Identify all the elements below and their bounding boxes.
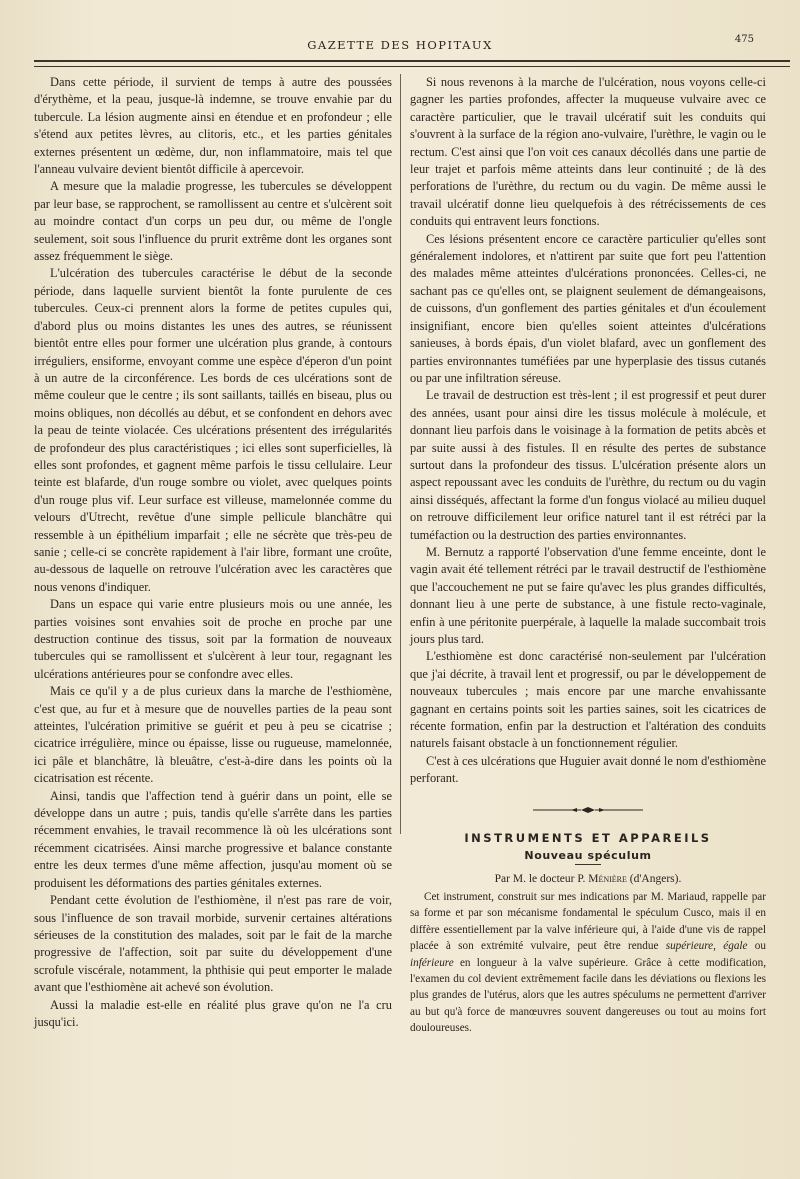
- header-double-rule: [34, 60, 790, 67]
- byline-suffix: (d'Angers).: [626, 873, 682, 886]
- article-text-part: en longueur à la valve supérieure. Grâce à cette modification, l'examen du col devient extrêmement facile dans les déviations ou flexions les plus grandes de l'utérus, alors que les autres spéculums ne permettent d'arriver au but qu'à force de manœuvres souvent dangereuses ou tout au moins fort douloureuses.: [410, 956, 766, 1035]
- left-column: [34, 74, 392, 1031]
- paragraph: Pendant cette évolution de l'esthiomène, il n'est pas rare de voir, sous l'influence de son travail morbide, survenir certaines altérations sérieuses de la constitution des malades, soit par le fait de la marche progressive de l'affection, soit par suite du développement d'une scrofule viscérale, notamment, la phthisie qui peut emporter le malade avant que l'esthiomène ait achevé son évolution.: [34, 893, 392, 995]
- paragraph: L'ulcération des tubercules caractérise le début de la seconde période, dans laquelle survient bientôt la fonte purulente de ces tubercules. Ceux-ci prennent alors la forme de petites cupules qui, d'abord plus ou moins distantes les unes des autres, se réunissent bientôt entre elles pour former une ulcération plus grande, à contours irréguliers, ensiforme, envoyant comme une espèce d'éperon d'un point à un autre de la circonférence. Les bords de ces ulcérations sont de même couleur que le centre ; ils sont saillants, taillés en biseau, plus ou moins obliques, non décollés au début, et se confondent en dehors avec la peau de teinte violacée. Ces ulcérations présentent des irrégularités de profondeur des plus caractéristiques ; ici elles sont superficielles, là elles sont profondes, et gagnent même parfois le tissu cellulaire. Leur teinte est blafarde, d'un rouge sombre ou violet, avec quelques points d'un rouge plus vif. Leur surface est villeuse, mamelonnée comme du velours d'Utrecht, revêtue d'une simple pellicule blanchâtre qui ressemble à un épithélium imparfait ; elle ne sécrète que très-peu de sanie ; celle-ci se concrète rapidement à l'air libre, formant une croûte, au-dessous de laquelle on retrouve l'ulcération avec les caractères que nous venons d'indiquer.: [34, 266, 392, 594]
- paragraph: Mais ce qu'il y a de plus curieux dans la marche de l'esthiomène, c'est que, au fur et à mesure que de nouvelles parties de la peau sont atteintes, l'ulcération primitive se guérit et peu à peu se cicatrise ; cicatrice irrégulière, mince ou épaisse, lisse ou rugueuse, mamelonnée, ici pâle et blanchâtre, là bleuâtre, c'est-à-dire dans les points où la cicatrisation est récente.: [34, 684, 392, 786]
- journal-title: GAZETTE DES HOPITAUX: [307, 38, 493, 52]
- paragraph: Aussi la maladie est-elle en réalité plus grave qu'on ne l'a cru jusqu'ici.: [34, 997, 392, 1029]
- paragraph: Dans un espace qui varie entre plusieurs mois ou une année, les parties voisines sont envahies soit de proche en proche par une destruction continue des tissus, soit par la formation de nouveaux tubercules qui se ramollissent et s'ulcèrent à leur tour, regagnant les ulcérations antérieures pour se confondre avec elles.: [34, 597, 392, 681]
- right-column: [410, 74, 766, 1037]
- page-number: 475: [734, 34, 754, 45]
- article-text-part: ou: [747, 940, 766, 953]
- byline: [410, 871, 766, 888]
- paragraph: Ainsi, tandis que l'affection tend à guérir dans un point, elle se développe dans un autre ; puis, tandis qu'elle s'arrête dans les parties récemment envahies, le travail recommence là où les ulcérations sont récemment cicatrisées. Ainsi marche progressive et balance constante entre les deux termes d'une même affection, jusqu'au moment où se produisent les déformations des parties génitales externes.: [34, 788, 392, 890]
- paragraph: C'est à ces ulcérations que Huguier avait donné le nom d'esthiomène perforant.: [410, 753, 766, 786]
- emphasis: égale: [723, 940, 748, 953]
- byline-prefix: Par M. le docteur P.: [494, 873, 589, 886]
- paragraph: Dans cette période, il survient de temps à autre des poussées d'érythème, et la peau, jusque-là indemne, se trouve envahie par du tubercule. La lésion augmente ainsi en étendue et en profondeur ; elle s'étend aux petites lèvres, au clitoris, etc., et les parties génitales externes présentent un œdème, dur, non inflammatoire, mais tel que l'anneau vulvaire devient bientôt difficile à apercevoir.: [34, 75, 392, 177]
- paragraph: Si nous revenons à la marche de l'ulcération, nous voyons celle-ci gagner les parties profondes, affecter la muqueuse vulvaire avec ce caractère particulier, que le travail ulcératif suit les conduits qui s'ouvrent à la surface de la région ano-vulvaire, l'urèthre, le vagin ou le rectum. C'est ainsi que l'on voit ces canaux décollés dans une partie de leur trajet et parfois même atteints dans leur continuité ; de là des perforations de l'urèthre, du rectum ou du vagin. De même aussi le travail ulcératif donne lieu quelquefois à des rétrécissements de ces conduits qui entravent leurs fonctions.: [410, 75, 766, 229]
- section-title: INSTRUMENTS ET APPAREILS: [464, 830, 712, 845]
- article-text-part: Cet instrument, construit sur mes indications par M. Mariaud, rappelle par sa forme et par son mécanisme fondamental le spéculum Cusco, mais il en diffère essentiellement par la valve inférieure qui, à l'aide d'une vis de rappel placée à son extrémité vulvaire, peut être rendue: [410, 890, 766, 953]
- paragraph: L'esthiomène est donc caractérisé non-seulement par l'ulcération que j'ai décrite, à travail lent et progressif, ou par le développement de nouveaux tubercules ; mais encore par une marche envahissante gagnant en certains points soit les parties saines, soit les cicatrices de récente formation, enfin par la destruction et l'altération des conduits naturels faisant obstacle à un fonctionnement régulier.: [410, 649, 766, 751]
- emphasis: inférieure: [410, 956, 454, 969]
- byline-author: Ménière: [588, 873, 627, 886]
- paragraph: Ces lésions présentent encore ce caractère particulier qu'elles sont généralement indolores, et n'attirent par suite que fort peu l'attention des malades même atteintes d'ulcérations prononcées. Celles-ci, ne sachant pas ce qu'elles ont, se plaignent seulement de démangeaisons, de cuissons, d'un gonflement des parties génitales et d'un écoulement insignifiant, encore bien qu'elles soient atteintes d'ulcérations sanieuses, à bords épais, d'un violet blafard, avec un gonflement des parties environnantes tuméfiées par une hyperplasie des tissus cutanés ou par une infiltration séreuse.: [410, 231, 766, 385]
- article-paragraph: [410, 889, 766, 1037]
- paragraph: Le travail de destruction est très-lent ; il est progressif et peut durer des années, usant pour ainsi dire les tissus molécule à molécule, et donnant lieu parfois dans le voisinage à la formation de petits abcès et par suite aussi à des fistules. Il en résulte des pertes de substance surtout dans la profondeur des tissus. L'ulcération présente alors un aspect repoussant avec les conduits de l'urèthre, du rectum ou du vagin ainsi disséqués, affectant la forme d'un fongus violacé au milieu duquel on retrouve difficilement leur orifice naturel tant il est rétréci par la tuméfaction ou la destruction des parties environnantes.: [410, 388, 766, 542]
- title-rule: [575, 864, 601, 865]
- paragraph: M. Bernutz a rapporté l'observation d'une femme enceinte, dont le vagin avait été tellement rétréci par le travail destructif de l'esthiomène que l'accouchement ne put se faire qu'avec les plus grandes difficultés, donnant lieu à une perte de substance, à une fistule recto-vaginale, enfin à une péritonite puerpérale, à laquelle la malade succombait trois jours plus tard.: [410, 544, 766, 646]
- column-divider: [400, 74, 401, 834]
- paragraph: A mesure que la maladie progresse, les tubercules se développent par leur base, se rapprochent, se ramollissent au centre et s'ulcèrent soit au moindre contact d'un corps un peu dur, ou même de l'ongle seulement, soit sous l'influence du prurit extrême dont les organes sont assez fréquemment le siège.: [34, 179, 392, 264]
- article-title: Nouveau spéculum: [524, 849, 652, 863]
- article-text-part: ,: [713, 940, 724, 953]
- emphasis: supérieure: [665, 940, 714, 953]
- section-ornament: [533, 806, 643, 814]
- page-header: [30, 22, 770, 62]
